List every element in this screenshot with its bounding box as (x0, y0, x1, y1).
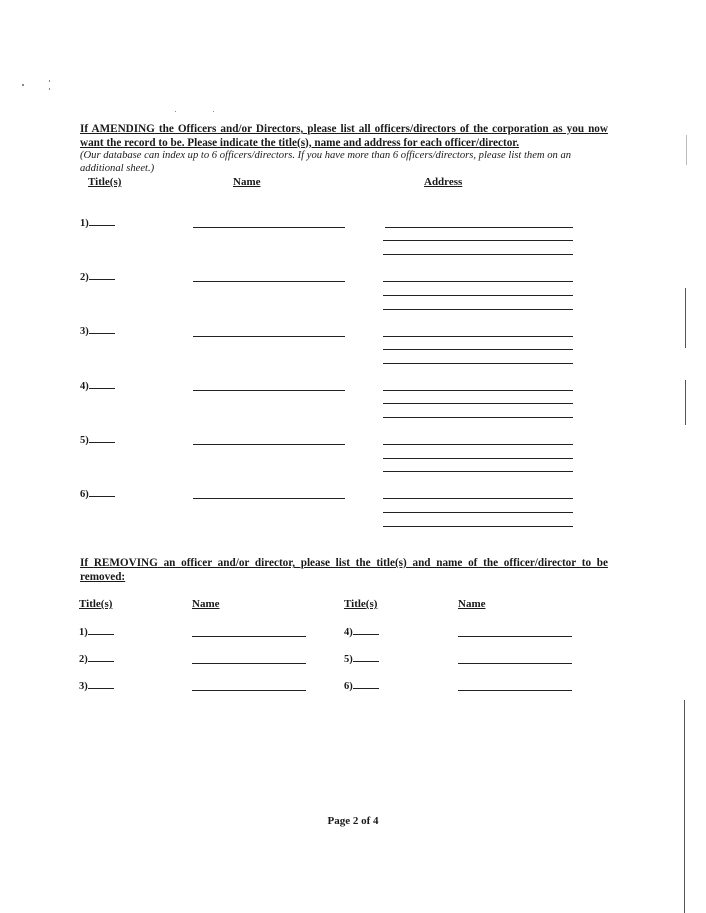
remove-left-col-name: Name (192, 598, 220, 610)
name-field[interactable] (193, 444, 345, 445)
title-field[interactable] (88, 653, 114, 662)
address-field[interactable] (383, 281, 573, 282)
name-field[interactable] (192, 690, 306, 691)
remove-heading-prefix: If (80, 557, 94, 569)
remove-row-2 (79, 653, 114, 665)
title-field[interactable] (353, 653, 379, 662)
amend-col-name: Name (233, 176, 261, 188)
address-field[interactable] (383, 458, 573, 459)
remove-right-col-title: Title(s) (344, 598, 378, 610)
remove-row-number: 6) (344, 681, 353, 692)
title-field[interactable] (89, 488, 115, 497)
name-field[interactable] (193, 390, 345, 391)
title-field[interactable] (88, 680, 114, 689)
amend-row-3 (80, 325, 115, 337)
title-field[interactable] (89, 217, 115, 226)
title-field[interactable] (89, 325, 115, 334)
remove-left-col-title: Title(s) (79, 598, 113, 610)
scan-edge-mark (686, 135, 687, 165)
name-field[interactable] (458, 636, 572, 637)
scan-edge-mark (684, 700, 685, 913)
title-field[interactable] (353, 626, 379, 635)
amend-row-4 (80, 380, 115, 392)
address-field[interactable] (383, 240, 573, 241)
address-field[interactable] (383, 526, 573, 527)
amend-row-2 (80, 271, 115, 283)
address-field[interactable] (383, 444, 573, 445)
remove-heading (80, 557, 608, 584)
remove-row-5 (344, 653, 379, 665)
remove-heading-rest: an officer and/or director, please list the title(s) and name of the officer/director to be removed: (80, 557, 608, 583)
amend-heading-rest: the Officers and/or Directors, please list all officers/directors of the corporation as you now want the record to be. Please indicate the title(s), name and address for each officer/director. (80, 123, 608, 149)
remove-row-number: 3) (79, 681, 88, 692)
name-field[interactable] (192, 636, 306, 637)
address-field[interactable] (383, 390, 573, 391)
name-field[interactable] (193, 498, 345, 499)
remove-row-number: 4) (344, 627, 353, 638)
amend-heading (80, 123, 608, 150)
address-field[interactable] (383, 471, 573, 472)
amend-row-number: 1) (80, 218, 89, 229)
scan-speck (175, 111, 176, 112)
name-field[interactable] (192, 663, 306, 664)
address-field[interactable] (385, 227, 573, 228)
name-field[interactable] (193, 281, 345, 282)
address-field[interactable] (383, 295, 573, 296)
address-field[interactable] (383, 336, 573, 337)
remove-row-6 (344, 680, 379, 692)
remove-row-1 (79, 626, 114, 638)
scan-speck (49, 80, 50, 82)
scan-speck (213, 111, 214, 112)
name-field[interactable] (193, 227, 345, 228)
amend-row-5 (80, 434, 115, 446)
amend-row-1 (80, 217, 115, 229)
page-number: Page 2 of 4 (327, 815, 379, 827)
name-field[interactable] (458, 663, 572, 664)
scan-edge-mark (685, 288, 686, 348)
address-field[interactable] (383, 363, 573, 364)
scan-speck (22, 84, 24, 86)
title-field[interactable] (89, 271, 115, 280)
address-field[interactable] (383, 309, 573, 310)
amend-row-number: 6) (80, 489, 89, 500)
remove-row-4 (344, 626, 379, 638)
remove-row-number: 1) (79, 627, 88, 638)
scan-edge-mark (685, 380, 686, 425)
amend-heading-prefix: If (80, 123, 92, 135)
amend-heading-emphasis: AMENDING (91, 123, 155, 135)
amend-row-number: 2) (80, 272, 89, 283)
amend-row-number: 5) (80, 435, 89, 446)
address-field[interactable] (383, 403, 573, 404)
remove-row-number: 2) (79, 654, 88, 665)
remove-row-3 (79, 680, 114, 692)
amend-col-title: Title(s) (88, 176, 122, 188)
remove-heading-emphasis: REMOVING (93, 557, 158, 569)
amend-col-address: Address (424, 176, 463, 188)
remove-row-number: 5) (344, 654, 353, 665)
address-field[interactable] (383, 417, 573, 418)
address-field[interactable] (383, 512, 573, 513)
address-field[interactable] (383, 498, 573, 499)
remove-right-col-name: Name (458, 598, 486, 610)
title-field[interactable] (88, 626, 114, 635)
address-field[interactable] (383, 349, 573, 350)
title-field[interactable] (353, 680, 379, 689)
title-field[interactable] (89, 434, 115, 443)
name-field[interactable] (458, 690, 572, 691)
title-field[interactable] (89, 380, 115, 389)
amend-row-6 (80, 488, 115, 500)
amend-note: (Our database can index up to 6 officers/directors. If you have more than 6 officers/directors, please list them on an additional sheet.) (80, 150, 572, 174)
scan-speck (49, 88, 50, 90)
name-field[interactable] (193, 336, 345, 337)
address-field[interactable] (383, 254, 573, 255)
amend-row-number: 4) (80, 381, 89, 392)
amend-row-number: 3) (80, 326, 89, 337)
